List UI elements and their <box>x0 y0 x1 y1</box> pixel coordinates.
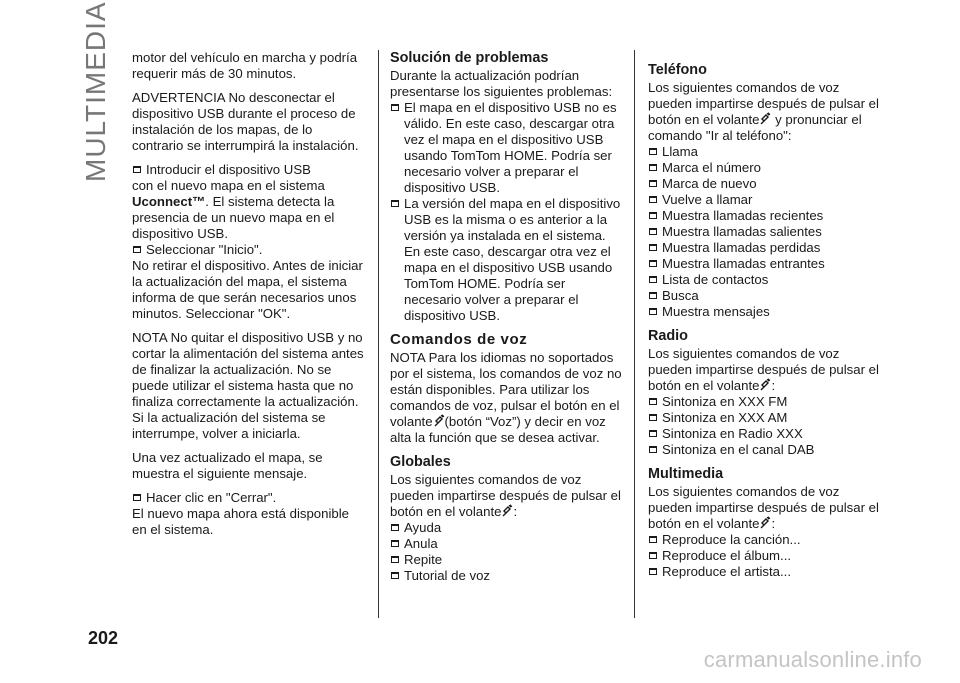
list-item: El mapa en el dispositivo USB no es válido. En este caso, descargar otra vez el mapa en el dispositivo USB usando TomTom HOME. Podría ser necesario volver a preparar el dispositivo USB. <box>390 100 622 196</box>
column-1 <box>132 50 364 546</box>
list-item: Tutorial de voz <box>390 568 622 584</box>
list-item: Vuelve a llamar <box>648 192 884 208</box>
list-item: Seleccionar "Inicio". <box>132 242 364 258</box>
list-item: Sintoniza en XXX FM <box>648 394 884 410</box>
list-item: Hacer clic en "Cerrar". <box>132 490 364 506</box>
list-item: Introducir el dispositivo USB <box>132 162 364 178</box>
paragraph: No retirar el dispositivo. Antes de iniciar la actualización del mapa, el sistema informa de que serán necesarios unos minutos. Seleccionar "OK". <box>132 258 363 321</box>
voice-command-icon <box>433 414 445 428</box>
section-heading: Solución de problemas <box>390 50 549 66</box>
list-item: Sintoniza en Radio XXX <box>648 426 884 442</box>
paragraph: Los siguientes comandos de voz pueden impartirse después de pulsar el botón en el volante : <box>390 472 621 519</box>
column-2 <box>390 50 622 584</box>
page-number: 202 <box>88 628 119 648</box>
list-item: La versión del mapa en el dispositivo USB es la misma o es anterior a la versión ya instalada en el sistema. En este caso, descargar otra vez el mapa en el dispositivo USB usando TomTom HOME. Podría ser necesario volver a preparar el dispositivo USB. <box>390 196 622 324</box>
list-item: Reproduce la canción... <box>648 532 884 548</box>
list-item: Llama <box>648 144 884 160</box>
paragraph: motor del vehículo en marcha y podría requerir más de 30 minutos. <box>132 50 358 81</box>
list-item: Ayuda <box>390 520 622 536</box>
list-item: Marca el número <box>648 160 884 176</box>
section-heading: Teléfono <box>648 62 707 78</box>
note-paragraph: NOTA No quitar el dispositivo USB y no cortar la alimentación del sistema antes de finalizar la actualización. No se puede utilizar el sistema hasta que no finaliza correctamente la actualización. Si la actualización del sistema se interrumpe, volver a iniciarla. <box>132 330 364 441</box>
list-item: Reproduce el álbum... <box>648 548 884 564</box>
list-item: Anula <box>390 536 622 552</box>
section-heading: Multimedia <box>648 466 724 482</box>
list-item: Busca <box>648 288 884 304</box>
list-item: Muestra llamadas salientes <box>648 224 884 240</box>
section-tab: MULTIMEDIA <box>80 1 111 182</box>
paragraph: con el nuevo mapa en el sistema Uconnect™. El sistema detecta la presencia de un nuevo mapa en el dispositivo USB. <box>132 178 335 241</box>
section-heading: Globales <box>390 454 451 470</box>
column-3 <box>648 50 884 580</box>
list-item: Sintoniza en XXX AM <box>648 410 884 426</box>
paragraph: Los siguientes comandos de voz pueden impartirse después de pulsar el botón en el volante y pronunciar el comando "Ir al teléfono": <box>648 80 879 143</box>
column-divider <box>378 50 379 618</box>
list-item: Sintoniza en el canal DAB <box>648 442 884 458</box>
voice-command-icon <box>501 504 513 518</box>
list-item: Lista de contactos <box>648 272 884 288</box>
paragraph: Los siguientes comandos de voz pueden impartirse después de pulsar el botón en el volante : <box>648 346 879 393</box>
list-item: Muestra mensajes <box>648 304 884 320</box>
watermark: carmanualsonline.info <box>703 647 922 672</box>
column-divider <box>634 50 635 618</box>
voice-command-icon <box>759 112 771 126</box>
paragraph: NOTA Para los idiomas no soportados por el sistema, los comandos de voz no están disponibles. Para utilizar los comandos de voz, pulsar el botón en el volante (botón “Voz”) y decir en voz alta la función que se desea activar. <box>390 350 622 445</box>
list-item: Muestra llamadas recientes <box>648 208 884 224</box>
list-item: Muestra llamadas entrantes <box>648 256 884 272</box>
voice-command-icon <box>759 378 771 392</box>
section-heading: Radio <box>648 328 688 344</box>
paragraph: Una vez actualizado el mapa, se muestra el siguiente mensaje. <box>132 450 323 481</box>
paragraph: Durante la actualización podrían presentarse los siguientes problemas: <box>390 68 613 99</box>
list-item: Reproduce el artista... <box>648 564 884 580</box>
voice-command-icon <box>759 516 771 530</box>
list-item: Repite <box>390 552 622 568</box>
warning-paragraph: ADVERTENCIA No desconectar el dispositivo USB durante el proceso de instalación de los mapas, de lo contrario se interrumpirá la instalación. <box>132 90 359 153</box>
list-item: Marca de nuevo <box>648 176 884 192</box>
list-item: Muestra llamadas perdidas <box>648 240 884 256</box>
section-heading: Comandos de voz <box>390 331 528 348</box>
paragraph: El nuevo mapa ahora está disponible en el sistema. <box>132 506 350 537</box>
paragraph: Los siguientes comandos de voz pueden impartirse después de pulsar el botón en el volante : <box>648 484 879 531</box>
